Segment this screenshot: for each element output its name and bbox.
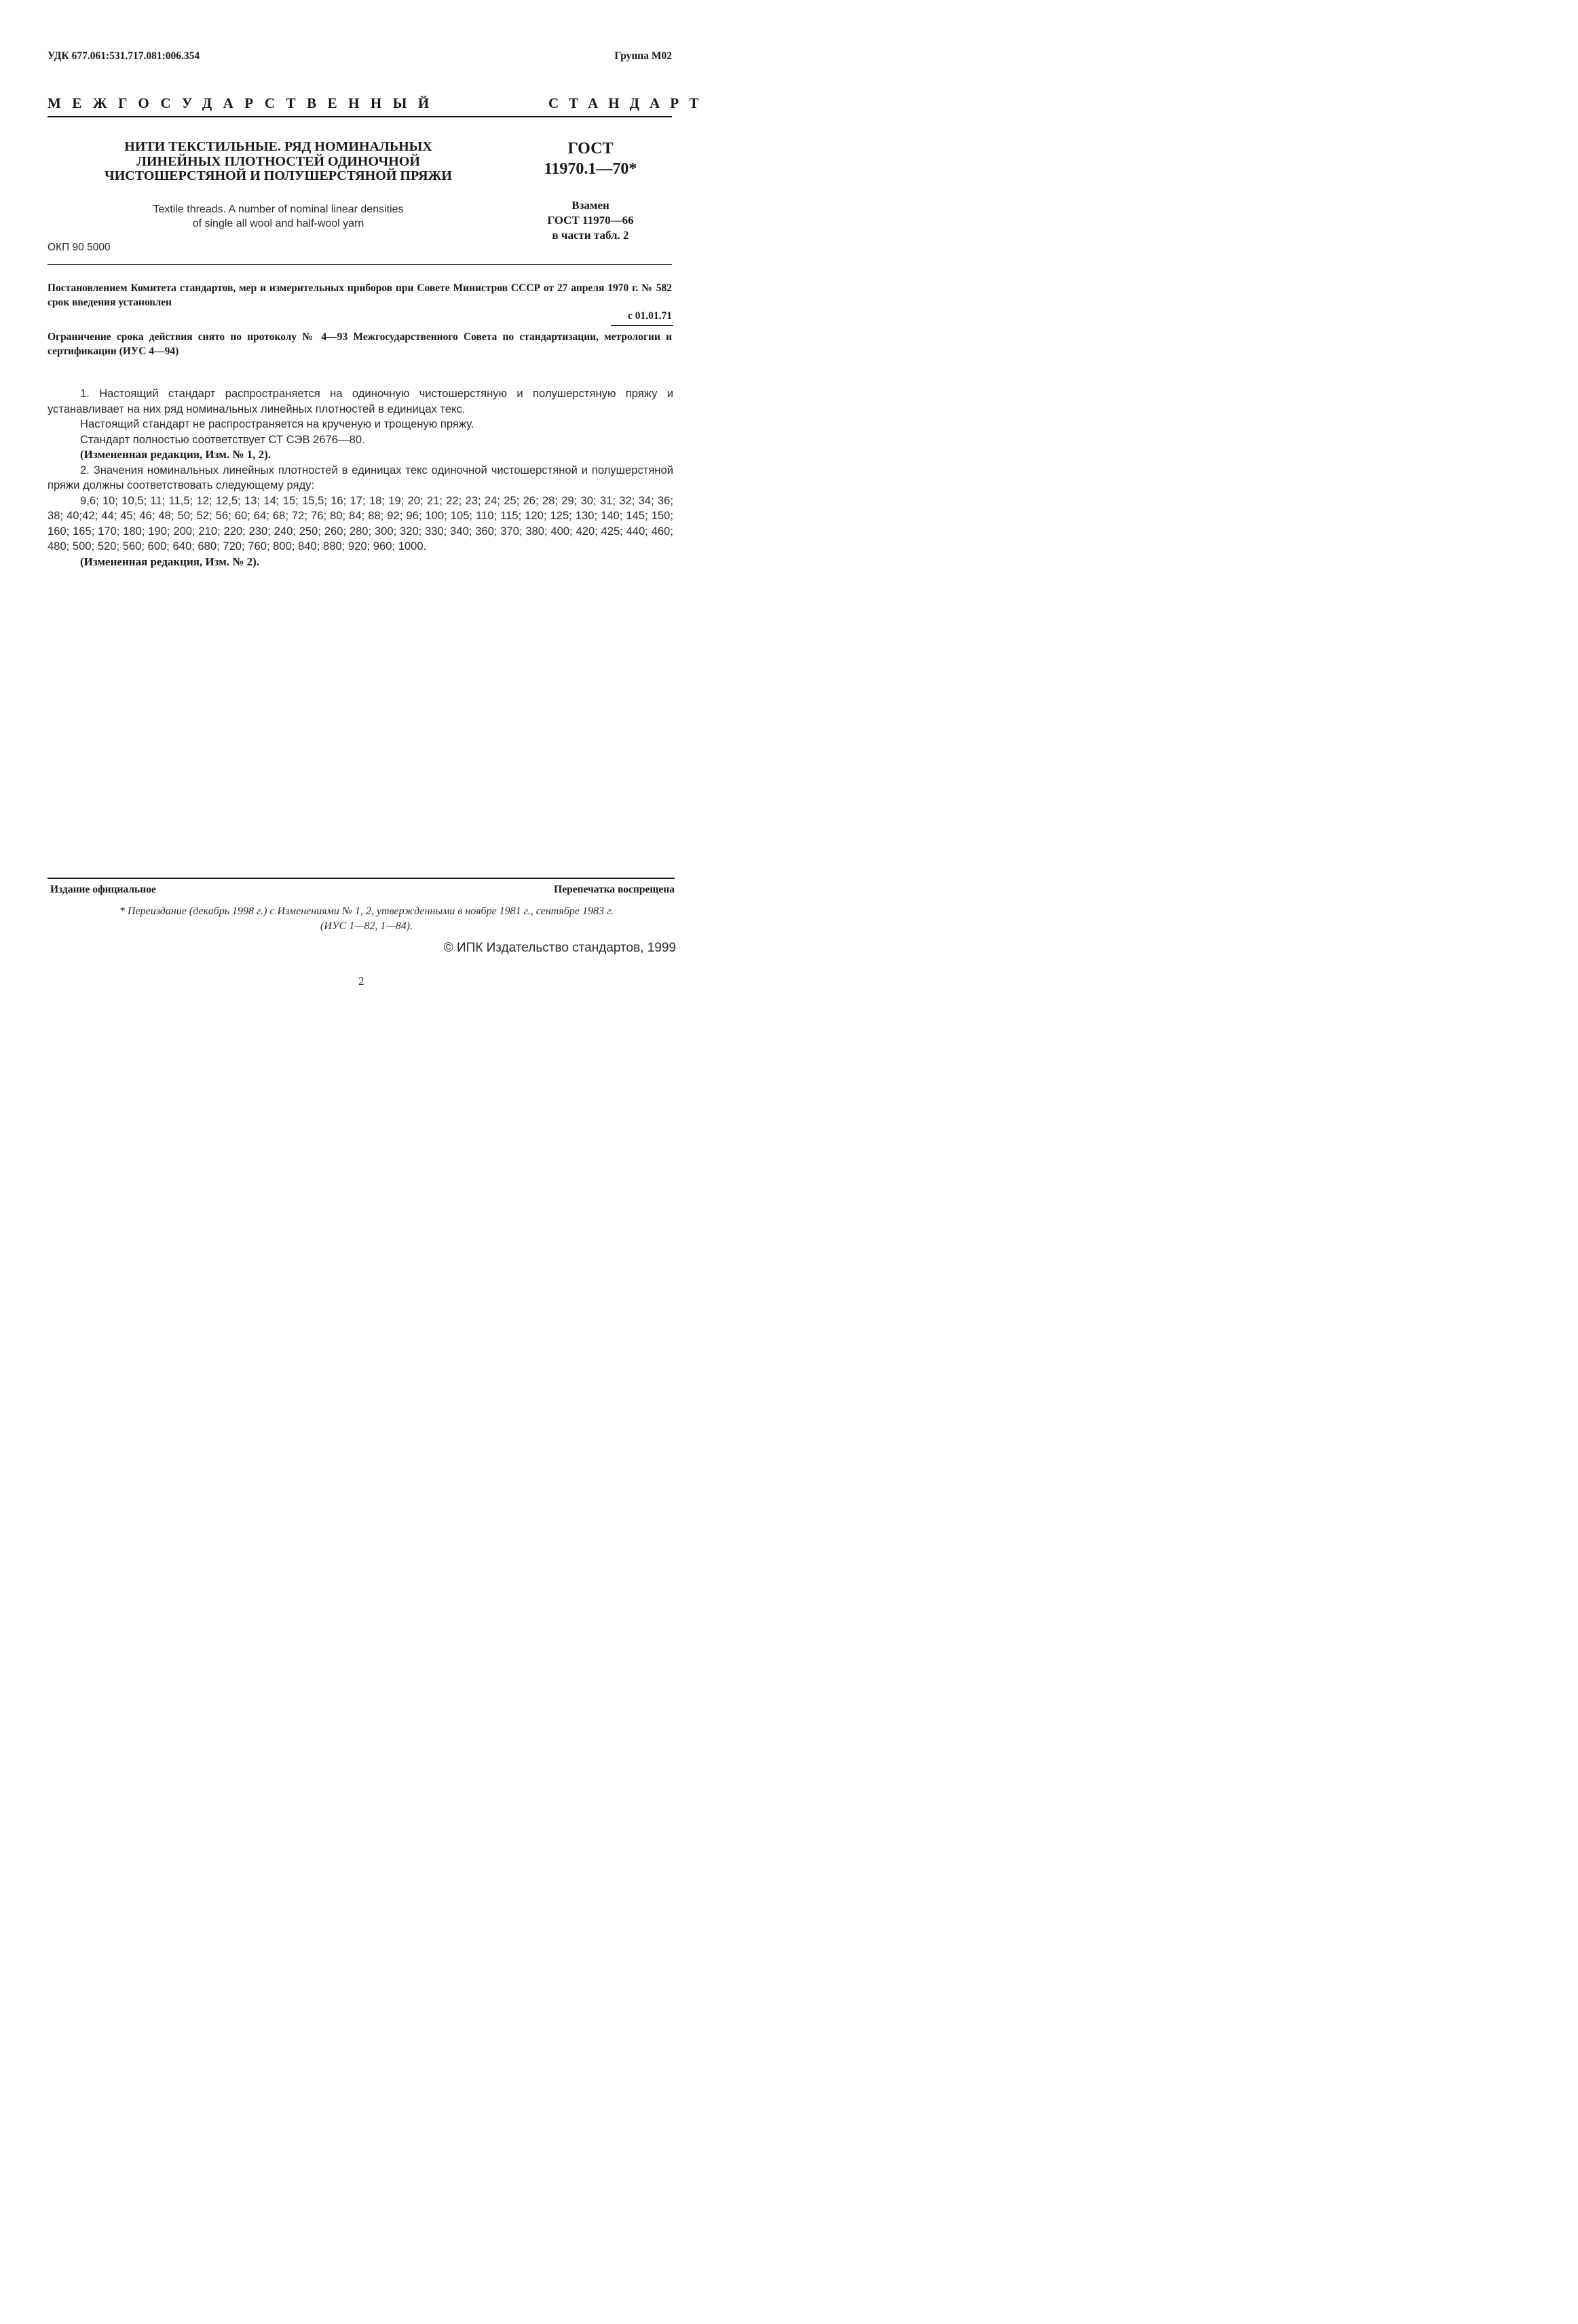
english-title-line-1: Textile threads. A number of nominal linear densities bbox=[153, 204, 404, 215]
limitation-text: Ограничение срока действия снято по протоколу № 4—93 Межгосударственного Совета по стандартизации, метрологии и сертификации (ИУС 4—94) bbox=[48, 331, 672, 357]
gost-label: ГОСТ bbox=[567, 140, 614, 157]
page-number: 2 bbox=[358, 975, 364, 988]
reissue-note-line-2: (ИУС 1—82, 1—84). bbox=[320, 920, 413, 932]
paragraph-3: Стандарт полностью соответствует СТ СЭВ 2676—80. bbox=[80, 432, 365, 446]
footer-rule bbox=[48, 878, 675, 879]
official-edition: Издание официальное bbox=[50, 884, 156, 895]
banner-word-standard: СТАНДАРТ bbox=[548, 95, 709, 111]
gost-designation bbox=[526, 138, 655, 179]
reissue-note-line-1: * Переиздание (декабрь 1998 г.) с Изменениями № 1, 2, утвержденными в ноябре 1981 г., сентябре 1983 г. bbox=[119, 905, 614, 917]
english-title bbox=[132, 202, 424, 231]
effective-date: с 01.01.71 bbox=[627, 310, 672, 322]
replaces-label: Взамен bbox=[571, 199, 609, 212]
okp-code: ОКП 90 5000 bbox=[48, 242, 111, 253]
document-page bbox=[0, 0, 730, 1034]
paragraph-2: Настоящий стандарт не распространяется на крученую и трощеную пряжу. bbox=[80, 417, 474, 430]
title-line-3: ЧИСТОШЕРСТЯНОЙ И ПОЛУШЕРСТЯНОЙ ПРЯЖИ bbox=[105, 168, 452, 183]
reissue-note bbox=[75, 904, 658, 934]
document-body bbox=[48, 386, 673, 569]
title-line-1: НИТИ ТЕКСТИЛЬНЫЕ. РЯД НОМИНАЛЬНЫХ bbox=[124, 139, 432, 154]
replaces-scope: в части табл. 2 bbox=[552, 229, 629, 242]
document-title bbox=[92, 140, 465, 184]
banner-rule bbox=[48, 116, 672, 117]
paragraph-4: 2. Значения номинальных линейных плотностей в единицах текс одиночной чистошерстяной и полушерстяной пряжи должны соответствовать следующему ряду: bbox=[48, 463, 673, 491]
reprint-prohibited: Перепечатка воспрещена bbox=[554, 884, 675, 895]
density-series: 9,6; 10; 10,5; 11; 11,5; 12; 12,5; 13; 14; 15; 15,5; 16; 17; 18; 19; 20; 21; 22; 23; 24; 25; 26; 28; 29; 30; 31; 32; 34; 36; 38; 40;42; 44; 45; 46; 48; 50; 52; 56; 60; 64; 68; 72; 76; 80; 84; 88; 92; 96; 100; 105; 110; 115; 120; 125; 130; 140; 145; 150; 160; 165; 170; 180; 190; 200; 210; 220; 230; 240; 250; 260; 280; 300; 320; 330; 340; 360; 370; 380; 400; 420; 425; 440; 460; 480; 500; 520; 560; 600; 640; 680; 720; 760; 800; 840; 880; 920; 960; 1000. bbox=[48, 493, 673, 552]
gost-number: 11970.1—70* bbox=[544, 160, 637, 178]
amendment-note-1: (Измененная редакция, Изм. № 1, 2). bbox=[80, 448, 271, 461]
decree-text: Постановлением Комитета стандартов, мер и измерительных приборов при Совете Министров СССР от 27 апреля 1970 г. № 582 срок введения установлен bbox=[48, 282, 672, 308]
banner-word-interstate: МЕЖГОСУДАРСТВЕННЫЙ bbox=[48, 95, 440, 111]
title-line-2: ЛИНЕЙНЫХ ПЛОТНОСТЕЙ ОДИНОЧНОЙ bbox=[136, 153, 420, 169]
english-title-line-2: of single all wool and half-wool yarn bbox=[192, 218, 364, 229]
group-code: Группа М02 bbox=[614, 50, 672, 62]
header-divider bbox=[48, 264, 672, 265]
copyright: © ИПК Издательство стандартов, 1999 bbox=[443, 941, 676, 955]
effective-date-underline bbox=[611, 325, 673, 326]
replaces-number: ГОСТ 11970—66 bbox=[547, 214, 634, 227]
amendment-note-2: (Измененная редакция, Изм. № 2). bbox=[80, 555, 260, 568]
paragraph-1: 1. Настоящий стандарт распространяется на одиночную чистошерстяную и полушерстяную пряжу и устанавливает на них ряд номинальных линейных плотностей в единицах текс. bbox=[48, 387, 673, 415]
udk-code: УДК 677.061:531.717.081:006.354 bbox=[48, 50, 200, 62]
replaces-block bbox=[523, 198, 658, 243]
